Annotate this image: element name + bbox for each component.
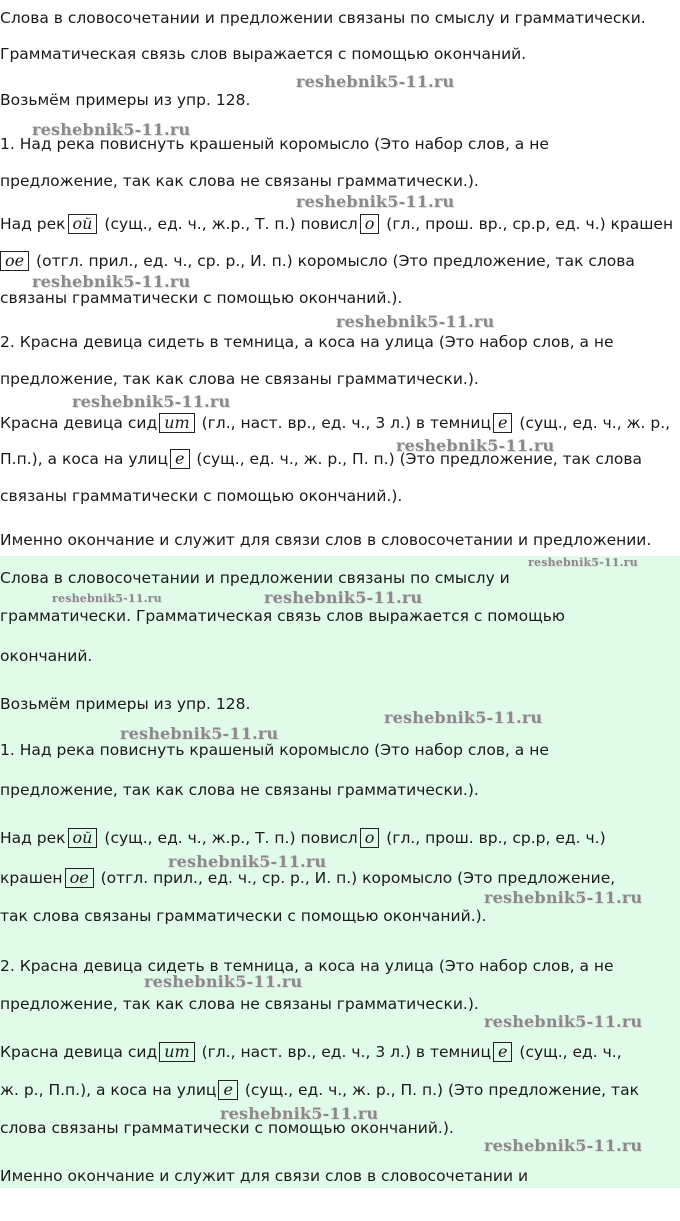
text-span: (отгл. прил., ед. ч., ср. р., И. п.) коромысло (Это предложение,	[95, 869, 616, 887]
text-line: Возьмём примеры из упр. 128.	[0, 695, 251, 713]
text-line: Именно окончание и служит для связи слов в словосочетании и	[0, 1167, 529, 1185]
text-span: Над рек	[0, 829, 66, 847]
watermark: reshebnik5-11.ru	[384, 708, 543, 727]
ending-box: е	[493, 1042, 512, 1062]
ending-box: о	[360, 828, 380, 848]
text-line: Грамматическая связь слов выражается с помощью окончаний.	[0, 45, 527, 63]
text-line: Возьмём примеры из упр. 128.	[0, 91, 251, 109]
ending-box: ит	[159, 1042, 194, 1062]
text-line: предложение, так как слова не связаны грамматически.).	[0, 370, 479, 388]
text-line: предложение, так как слова не связаны грамматически.).	[0, 172, 479, 190]
text-line: 1. Над река повиснуть крашеный коромысло (Это набор слов, а не	[0, 135, 549, 153]
watermark: reshebnik5-11.ru	[396, 436, 555, 455]
text-line: Слова в словосочетании и предложении связаны по смыслу и	[0, 569, 510, 587]
watermark: reshebnik5-11.ru	[264, 588, 423, 607]
ending-box: ит	[159, 413, 194, 433]
text-line: грамматически. Грамматическая связь слов выражается с помощью	[0, 607, 565, 625]
text-span: (гл., прош. вр., ср.р, ед. ч.)	[381, 829, 606, 847]
text-line: 2. Красна девица сидеть в темница, а коса на улица (Это набор слов, а не	[0, 333, 614, 351]
watermark: reshebnik5-11.ru	[336, 312, 495, 331]
ending-box: ое	[65, 868, 94, 888]
text-span: (сущ., ед. ч., ж.р., Т. п.) повисл	[99, 829, 358, 847]
answer-panel	[0, 556, 680, 1188]
text-line	[0, 413, 670, 433]
text-span: (сущ., ед. ч., ж. р.,	[514, 414, 671, 432]
text-span: (гл., наст. вр., ед. ч., 3 л.) в темниц	[196, 1043, 491, 1061]
text-span: (гл., наст. вр., ед. ч., 3 л.) в темниц	[196, 414, 491, 432]
text-span: (отгл. прил., ед. ч., ср. р., И. п.) коромысло (Это предложение, так слова	[31, 252, 635, 270]
text-line: так слова связаны грамматически с помощью окончаний.).	[0, 907, 487, 925]
watermark: reshebnik5-11.ru	[220, 1104, 379, 1123]
text-span: (сущ., ед. ч., ж. р., П. п.) (Это предложение, так	[239, 1081, 639, 1099]
text-span: крашен	[0, 869, 63, 887]
text-span: ж. р., П.п.), а коса на улиц	[0, 1081, 217, 1099]
text-line: 1. Над река повиснуть крашеный коромысло (Это набор слов, а не	[0, 741, 549, 759]
text-line	[0, 251, 635, 271]
text-line	[0, 1080, 639, 1100]
ending-box: е	[493, 413, 512, 433]
ending-box: ой	[68, 214, 98, 234]
text-span: Красна девица сид	[0, 1043, 158, 1061]
watermark: reshebnik5-11.ru	[52, 592, 162, 605]
ending-box: е	[218, 1080, 237, 1100]
text-span: Красна девица сид	[0, 414, 158, 432]
ending-box: ой	[68, 828, 98, 848]
text-line	[0, 828, 606, 848]
watermark: reshebnik5-11.ru	[120, 724, 279, 743]
watermark: reshebnik5-11.ru	[72, 392, 231, 411]
text-span: (сущ., ед. ч., ж. р., П. п.) (Это предложение, так слова	[191, 450, 642, 468]
text-span: (сущ., ед. ч., ж.р., Т. п.) повисл	[99, 215, 358, 233]
text-line: слова связаны грамматически с помощью окончаний.).	[0, 1119, 454, 1137]
watermark: reshebnik5-11.ru	[484, 1136, 643, 1155]
ending-box: е	[170, 449, 189, 469]
text-line: 2. Красна девица сидеть в темница, а коса на улица (Это набор слов, а не	[0, 957, 614, 975]
text-line: Именно окончание и служит для связи слов в словосочетании и предложении.	[0, 531, 652, 549]
text-span: Над рек	[0, 215, 66, 233]
watermark: reshebnik5-11.ru	[168, 852, 327, 871]
text-span: П.п.), а коса на улиц	[0, 450, 169, 468]
text-line: предложение, так как слова не связаны грамматически.).	[0, 995, 479, 1013]
watermark: reshebnik5-11.ru	[144, 972, 303, 991]
text-span: (гл., прош. вр., ср.р, ед. ч.) крашен	[381, 215, 674, 233]
watermark: reshebnik5-11.ru	[528, 556, 638, 569]
text-line: связаны грамматически с помощью окончаний.).	[0, 289, 403, 307]
text-line	[0, 1042, 622, 1062]
ending-box: о	[360, 214, 380, 234]
text-line: окончаний.	[0, 647, 93, 665]
watermark: reshebnik5-11.ru	[484, 1012, 643, 1031]
ending-box: ое	[0, 251, 29, 271]
text-line: Слова в словосочетании и предложении связаны по смыслу и грамматически.	[0, 9, 646, 27]
watermark: reshebnik5-11.ru	[296, 72, 455, 91]
watermark: reshebnik5-11.ru	[32, 272, 191, 291]
text-line	[0, 214, 673, 234]
watermark: reshebnik5-11.ru	[296, 192, 455, 211]
text-span: (сущ., ед. ч.,	[514, 1043, 622, 1061]
watermark: reshebnik5-11.ru	[484, 888, 643, 907]
text-line: связаны грамматически с помощью окончаний.).	[0, 487, 403, 505]
watermark: reshebnik5-11.ru	[32, 120, 191, 139]
text-line: предложение, так как слова не связаны грамматически.).	[0, 781, 479, 799]
text-line	[0, 868, 615, 888]
